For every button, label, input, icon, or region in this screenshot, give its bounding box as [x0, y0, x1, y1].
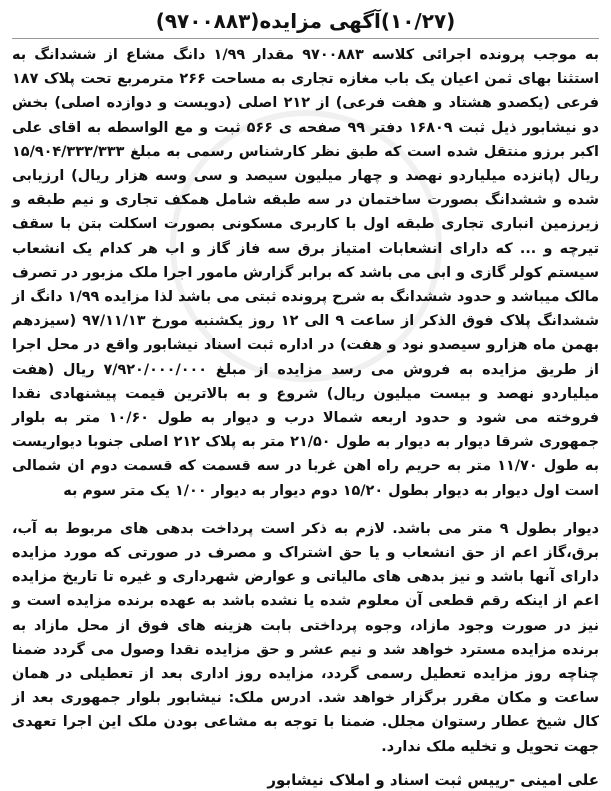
- notice-signature: علی امینی -رییس ثبت اسناد و املاک نیشابور: [267, 770, 599, 789]
- notice-title: (۱۰/۲۷)آگهی مزایده(۹۷۰۰۸۸۳): [12, 6, 599, 39]
- notice-paragraph-1: به موجب پرونده اجرائی کلاسه ۹۷۰۰۸۸۳ مقدار ۱/۹۹ دانگ مشاع از ششدانگ به استثنا بهای ثمن اعیان یک باب مغازه تجاری به مساحت ۲۶۶ مترمربع تحت پلاک ۱۸۷ فرعی (یکصدو هشتاد و هفت فرعی) از ۲۱۲ اصلی (دویست و دوازده اصلی) بخش دو نیشابور ذیل ثبت ۱۶۸۰۹ دفتر ۹۹ صفحه ی ۵۶۶ ثبت و مع الواسطه به اقای علی اکبر برزو منتقل شده است که طبق نظر کارشناس رسمی به مبلغ ۱۵/۹۰۴/۳۳۳/۳۳۳ ریال (پانزده میلیاردو نهصد و چهار میلیون سیصد و سی وسه هزار ریال) ارزیابی شده و ششدانگ بصورت ساختمان در سه طبقه شامل همکف تجاری و نیم طبقه و زیرزمین انباری تجاری طبقه اول با کاربری مسکونی بصورت اسکلت بتن با سقف تیرچه و ... که دارای انشعابات امتیاز برق سه فاز گاز و اب هر کدام یک انشعاب سیستم کولر گازی و ابی می باشد که برابر گزارش مامور اجرا ملک مزبور در تصرف مالک میباشد و حدود ششدانگ به شرح پرونده ثبتی می باشد لذا مزایده ۱/۹۹ دانگ از ششدانگ پلاک فوق الذکر از ساعت ۹ الی ۱۲ روز یکشنبه مورخ ۹۷/۱۱/۱۳ (سیزدهم بهمن ماه هزارو سیصدو نود و هفت) در اداره ثبت اسناد نیشابور واقع در محل اجرا از طریق مزایده به فروش می رسد مزایده از مبلغ ۷/۹۲۰/۰۰۰/۰۰۰ ریال (هفت میلیاردو نهصد و بیست میلیون ریال) شروع و به بالاترین قیمت پیشنهادی نقدا فروخته می شود و حدود اربعه شمالا درب و دیوار به طول ۱۰/۶۰ متر به بلوار جمهوری شرقا دیوار به دیوار به طول ۲۱/۵۰ متر به پلاک ۲۱۲ اصلی جنوبا دیواریست به طول ۱۱/۷۰ متر به حریم راه اهن غربا در سه قسمت که قسمت دوم ان شمالی است اول دیوار به دیوار بطول ۱۵/۲۰ دوم دیوار به دیوار ۱/۰۰ یک متر سوم به: [12, 47, 600, 499]
- notice-body: [12, 43, 599, 759]
- paragraph-gap: [12, 503, 599, 517]
- notice-paragraph-2: دیوار بطول ۹ متر می باشد. لازم به ذکر است پرداخت بدهی های مربوط به آب، برق،گاز اعم از حق انشعاب و یا حق اشتراک و مصرف در صورتی که مورد مزایده دارای آنها باشد و نیز بدهی های مالیاتی و عوارض شهرداری و غیره تا تاریخ مزایده اعم از اینکه رقم قطعی آن معلوم شده یا نشده باشد به عهده برنده مزایده است و نیز در صورت وجود مازاد، وجوه پرداختی بابت هزینه های فوق از محل مازاد به برنده مزایده مسترد خواهد شد و نیم عشر و حق مزایده نقدا وصول می گردد ضمنا چناچه روز مزایده تعطیل رسمی گردد، مزایده روز اداری بعد از تعطیلی در همان ساعت و مکان مقرر برگزار خواهد شد. ادرس ملک: نیشابور بلوار جمهوری بعد از کال شیخ عطار رستوان مجلل. ضمنا با توجه به مشاعی بودن ملک این اجرا تعهدی جهت تحویل و تخلیه ملک ندارد.: [12, 520, 599, 755]
